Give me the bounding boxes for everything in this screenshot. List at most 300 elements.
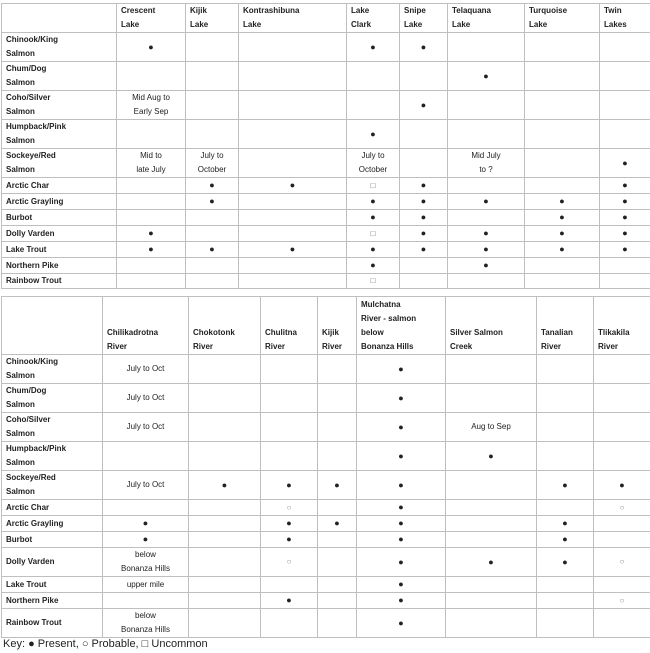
- table-cell: [537, 548, 594, 577]
- table-cell: [261, 532, 318, 548]
- table-cell: [347, 194, 400, 210]
- table-cell: [261, 413, 318, 442]
- table-cell: [261, 548, 318, 577]
- table-cell: [117, 91, 186, 120]
- table-cell: [600, 242, 650, 258]
- table-cell: [400, 33, 448, 62]
- table-cell: [357, 593, 446, 609]
- present-marker: ●: [398, 450, 404, 461]
- present-marker: ●: [420, 228, 427, 238]
- key-present-label: Present,: [34, 638, 82, 650]
- present-marker: ●: [420, 180, 427, 190]
- column-header: Kontrashibuna Lake: [239, 4, 347, 33]
- table-cell: [594, 471, 650, 500]
- present-marker: ●: [370, 212, 376, 222]
- table-cell: [117, 62, 186, 91]
- table-cell: [600, 91, 650, 120]
- species-label: Burbot: [2, 210, 117, 226]
- present-marker: ●: [622, 157, 628, 168]
- table-cell: [600, 226, 650, 242]
- present-marker: ●: [562, 556, 568, 567]
- table-cell: [594, 413, 650, 442]
- lakes-table-body: [2, 33, 650, 289]
- table-cell: [446, 500, 537, 516]
- species-label: Coho/Silver Salmon: [2, 413, 103, 442]
- table-cell: [448, 178, 525, 194]
- table-cell: [357, 577, 446, 593]
- column-header: Lake Clark: [347, 4, 400, 33]
- table-cell: [318, 532, 357, 548]
- present-marker: ●: [148, 41, 154, 52]
- table-cell: [103, 609, 189, 638]
- table-cell: [117, 242, 186, 258]
- table-cell: [117, 33, 186, 62]
- table-cell: [261, 355, 318, 384]
- table-cell: [318, 384, 357, 413]
- table-cell: [103, 413, 189, 442]
- table-cell: [186, 242, 239, 258]
- table-cell: [448, 242, 525, 258]
- table-cell: [239, 242, 347, 258]
- table-cell: [347, 33, 400, 62]
- present-marker: ●: [420, 212, 427, 222]
- species-label: Chum/Dog Salmon: [2, 62, 117, 91]
- table-cell: [400, 178, 448, 194]
- table-row: [2, 548, 650, 577]
- table-cell: [189, 413, 261, 442]
- cell-text: Mid July to ?: [471, 151, 501, 174]
- table-cell: [189, 593, 261, 609]
- present-marker: ●: [398, 579, 404, 589]
- table-cell: [594, 577, 650, 593]
- table-cell: [103, 355, 189, 384]
- table-cell: [347, 242, 400, 258]
- table-cell: [357, 609, 446, 638]
- present-marker: ●: [398, 534, 404, 544]
- present-marker: ●: [559, 228, 565, 238]
- cell-text: Aug to Sep: [471, 422, 511, 431]
- table-cell: [446, 355, 537, 384]
- cell-text: Mid Aug to Early Sep: [132, 93, 170, 116]
- table-cell: [117, 120, 186, 149]
- species-label: Arctic Grayling: [2, 194, 117, 210]
- table-cell: [448, 149, 525, 178]
- table-cell: [186, 226, 239, 242]
- table-cell: [239, 33, 347, 62]
- table-row: [2, 226, 650, 242]
- table-cell: [400, 149, 448, 178]
- table-cell: [357, 384, 446, 413]
- table-cell: [318, 355, 357, 384]
- column-header: Snipe Lake: [400, 4, 448, 33]
- table-cell: [318, 413, 357, 442]
- present-marker: ●: [209, 180, 215, 190]
- table-row: [2, 274, 650, 289]
- table-cell: [400, 242, 448, 258]
- species-label: Rainbow Trout: [2, 274, 117, 289]
- table-cell: [448, 62, 525, 91]
- table-cell: [189, 500, 261, 516]
- species-label: Chum/Dog Salmon: [2, 384, 103, 413]
- present-marker: ●: [286, 595, 292, 605]
- table-cell: [261, 577, 318, 593]
- present-marker: ●: [483, 196, 489, 206]
- table-cell: [357, 532, 446, 548]
- table-row: [2, 384, 650, 413]
- table-cell: [537, 577, 594, 593]
- table-cell: [347, 258, 400, 274]
- table-cell: [239, 274, 347, 289]
- table-cell: [600, 33, 650, 62]
- table-cell: [189, 384, 261, 413]
- table-cell: [261, 442, 318, 471]
- corner-header: [2, 4, 117, 33]
- table-cell: [103, 532, 189, 548]
- table-cell: [347, 62, 400, 91]
- table-cell: [189, 548, 261, 577]
- table-cell: [400, 210, 448, 226]
- table-cell: [117, 274, 186, 289]
- table-cell: [239, 149, 347, 178]
- key-prefix: Key:: [3, 638, 29, 650]
- species-label: Arctic Grayling: [2, 516, 103, 532]
- cell-text: July to Oct: [126, 422, 165, 431]
- species-label: Northern Pike: [2, 593, 103, 609]
- table-row: [2, 194, 650, 210]
- key-probable-symbol: ○: [81, 638, 89, 650]
- species-label: Burbot: [2, 532, 103, 548]
- table-cell: [186, 33, 239, 62]
- table-row: [2, 178, 650, 194]
- table-cell: [525, 149, 600, 178]
- table-cell: [525, 33, 600, 62]
- table-cell: [600, 120, 650, 149]
- table-cell: [186, 62, 239, 91]
- species-label: Humpback/Pink Salmon: [2, 120, 117, 149]
- key-legend: [3, 637, 208, 651]
- table-cell: [537, 471, 594, 500]
- table-cell: [318, 577, 357, 593]
- present-marker: ●: [622, 228, 628, 238]
- present-marker: ●: [289, 244, 296, 254]
- table-row: [2, 149, 650, 178]
- table-cell: [103, 384, 189, 413]
- table-cell: [186, 149, 239, 178]
- table-cell: [347, 120, 400, 149]
- present-marker: ●: [334, 479, 340, 490]
- column-header: Crescent Lake: [117, 4, 186, 33]
- table-cell: [357, 355, 446, 384]
- present-marker: ●: [398, 556, 404, 567]
- table-cell: [594, 500, 650, 516]
- present-marker: ●: [398, 502, 404, 512]
- table-cell: [446, 413, 537, 442]
- column-header: Turquoise Lake: [525, 4, 600, 33]
- cell-text: upper mile: [126, 579, 165, 589]
- present-marker: ●: [562, 479, 568, 490]
- table-cell: [446, 384, 537, 413]
- table-cell: [189, 471, 261, 500]
- present-marker: ●: [559, 244, 565, 254]
- table-cell: [186, 120, 239, 149]
- table-cell: [318, 516, 357, 532]
- present-marker: ●: [622, 196, 628, 206]
- table-row: [2, 413, 650, 442]
- species-label: Northern Pike: [2, 258, 117, 274]
- table-cell: [347, 274, 400, 289]
- table-cell: [594, 516, 650, 532]
- table-cell: [525, 178, 600, 194]
- table-cell: [347, 178, 400, 194]
- table-row: [2, 442, 650, 471]
- table-cell: [239, 178, 347, 194]
- present-marker: ●: [622, 180, 628, 190]
- table-cell: [400, 274, 448, 289]
- table-cell: [318, 609, 357, 638]
- table-cell: [347, 149, 400, 178]
- table-cell: [357, 442, 446, 471]
- species-label: Lake Trout: [2, 577, 103, 593]
- column-header: Tlikakila River: [594, 297, 650, 355]
- species-label: Coho/Silver Salmon: [2, 91, 117, 120]
- key-uncommon-symbol: □: [141, 638, 149, 650]
- table-cell: [537, 355, 594, 384]
- table-cell: [600, 178, 650, 194]
- table-cell: [189, 355, 261, 384]
- table-cell: [446, 471, 537, 500]
- table-cell: [448, 120, 525, 149]
- table-row: [2, 258, 650, 274]
- column-header: Tanalian River: [537, 297, 594, 355]
- present-marker: ●: [148, 228, 154, 238]
- table-cell: [186, 178, 239, 194]
- cell-text: July to Oct: [126, 480, 165, 489]
- present-marker: ●: [334, 518, 340, 528]
- table-cell: [261, 471, 318, 500]
- present-marker: ●: [286, 479, 292, 490]
- uncommon-marker: □: [370, 276, 376, 285]
- table-row: [2, 532, 650, 548]
- table-cell: [600, 258, 650, 274]
- present-marker: ●: [209, 244, 215, 254]
- present-marker: ●: [483, 228, 489, 238]
- table-row: [2, 609, 650, 638]
- table-cell: [347, 91, 400, 120]
- table-cell: [318, 442, 357, 471]
- table-row: [2, 500, 650, 516]
- present-marker: ●: [148, 244, 154, 254]
- table-cell: [525, 62, 600, 91]
- present-marker: ●: [286, 534, 292, 544]
- table-cell: [594, 384, 650, 413]
- table-cell: [261, 516, 318, 532]
- key-probable-label: Probable,: [88, 638, 142, 650]
- table-row: [2, 210, 650, 226]
- present-marker: ●: [370, 128, 376, 139]
- table-cell: [117, 210, 186, 226]
- table-cell: [239, 210, 347, 226]
- table-cell: [117, 258, 186, 274]
- present-marker: ●: [562, 534, 568, 544]
- table-cell: [186, 258, 239, 274]
- key-uncommon-label: Uncommon: [148, 638, 208, 650]
- column-header: Mulchatna River - salmon below Bonanza Hills: [357, 297, 446, 355]
- table-cell: [117, 149, 186, 178]
- table-row: [2, 471, 650, 500]
- rivers-table-body: [2, 355, 650, 638]
- present-marker: ●: [142, 518, 149, 528]
- present-marker: ●: [289, 180, 296, 190]
- present-marker: ●: [286, 518, 292, 528]
- cell-text: below Bonanza Hills: [121, 550, 170, 573]
- table-cell: [448, 33, 525, 62]
- present-marker: ●: [370, 260, 376, 270]
- table-cell: [594, 593, 650, 609]
- table-cell: [537, 500, 594, 516]
- species-label: Dolly Varden: [2, 548, 103, 577]
- table-cell: [400, 258, 448, 274]
- table-cell: [448, 226, 525, 242]
- present-marker: ●: [398, 479, 404, 490]
- rivers-table-header: [2, 297, 650, 355]
- cell-text: July to Oct: [126, 393, 165, 402]
- table-cell: [594, 609, 650, 638]
- table-cell: [446, 593, 537, 609]
- table-row: [2, 33, 650, 62]
- table-cell: [446, 532, 537, 548]
- lakes-species-table: [1, 3, 650, 289]
- uncommon-marker: □: [370, 180, 376, 190]
- present-marker: ●: [398, 363, 404, 374]
- header-row: [2, 297, 650, 355]
- uncommon-marker: □: [370, 228, 376, 238]
- probable-marker: ○: [619, 595, 625, 605]
- table-cell: [537, 609, 594, 638]
- table-cell: [239, 226, 347, 242]
- table-cell: [448, 194, 525, 210]
- column-header: Kijik Lake: [186, 4, 239, 33]
- column-header: Chulitna River: [261, 297, 318, 355]
- column-header: Silver Salmon Creek: [446, 297, 537, 355]
- table-cell: [594, 548, 650, 577]
- present-marker: ●: [398, 518, 404, 528]
- corner-header: [2, 297, 103, 355]
- table-cell: [600, 62, 650, 91]
- table-cell: [261, 500, 318, 516]
- table-cell: [446, 548, 537, 577]
- table-cell: [103, 500, 189, 516]
- table-cell: [239, 91, 347, 120]
- species-label: Humpback/Pink Salmon: [2, 442, 103, 471]
- header-row: [2, 4, 650, 33]
- table-cell: [446, 577, 537, 593]
- table-cell: [189, 442, 261, 471]
- present-marker: ●: [209, 196, 215, 206]
- table-cell: [318, 593, 357, 609]
- table-row: [2, 577, 650, 593]
- table-cell: [525, 226, 600, 242]
- species-label: Sockeye/Red Salmon: [2, 149, 117, 178]
- table-cell: [594, 532, 650, 548]
- table-cell: [537, 413, 594, 442]
- present-marker: ●: [398, 595, 404, 605]
- present-marker: ●: [622, 244, 628, 254]
- table-cell: [448, 258, 525, 274]
- present-marker: ●: [420, 196, 427, 206]
- table-cell: [525, 258, 600, 274]
- table-cell: [448, 274, 525, 289]
- table-cell: [525, 120, 600, 149]
- present-marker: ●: [488, 556, 494, 567]
- present-marker: ●: [619, 479, 625, 490]
- table-cell: [117, 226, 186, 242]
- column-header: Kijik River: [318, 297, 357, 355]
- cell-text: below Bonanza Hills: [121, 611, 170, 634]
- table-cell: [594, 355, 650, 384]
- table-cell: [103, 577, 189, 593]
- table-cell: [525, 91, 600, 120]
- table-row: [2, 355, 650, 384]
- probable-marker: ○: [619, 502, 625, 512]
- present-marker: ●: [483, 260, 489, 270]
- table-cell: [261, 609, 318, 638]
- present-marker: ●: [420, 99, 427, 110]
- table-cell: [189, 516, 261, 532]
- table-cell: [117, 178, 186, 194]
- probable-marker: ○: [286, 502, 292, 512]
- table-cell: [400, 120, 448, 149]
- rivers-species-table: [1, 296, 650, 638]
- table-cell: [186, 274, 239, 289]
- present-marker: ●: [559, 212, 565, 222]
- table-cell: [239, 120, 347, 149]
- table-cell: [318, 471, 357, 500]
- table-cell: [357, 471, 446, 500]
- table-cell: [357, 500, 446, 516]
- table-cell: [103, 442, 189, 471]
- table-cell: [357, 548, 446, 577]
- present-marker: ●: [370, 196, 376, 206]
- table-cell: [103, 548, 189, 577]
- table-cell: [537, 384, 594, 413]
- table-row: [2, 593, 650, 609]
- present-marker: ●: [370, 41, 376, 52]
- table-cell: [525, 274, 600, 289]
- species-label: Chinook/King Salmon: [2, 355, 103, 384]
- table-cell: [537, 442, 594, 471]
- table-cell: [239, 258, 347, 274]
- table-cell: [446, 442, 537, 471]
- cell-text: July to October: [358, 151, 388, 174]
- table-cell: [103, 593, 189, 609]
- present-marker: ●: [622, 212, 628, 222]
- table-cell: [186, 91, 239, 120]
- species-label: Lake Trout: [2, 242, 117, 258]
- table-cell: [537, 532, 594, 548]
- table-cell: [318, 548, 357, 577]
- present-marker: ●: [398, 617, 404, 628]
- column-header: Chokotonk River: [189, 297, 261, 355]
- table-cell: [261, 384, 318, 413]
- table-cell: [400, 62, 448, 91]
- table-row: [2, 91, 650, 120]
- table-cell: [347, 210, 400, 226]
- table-cell: [525, 242, 600, 258]
- cell-text: July to October: [197, 151, 227, 174]
- table-cell: [537, 593, 594, 609]
- table-cell: [594, 442, 650, 471]
- probable-marker: ○: [286, 557, 292, 566]
